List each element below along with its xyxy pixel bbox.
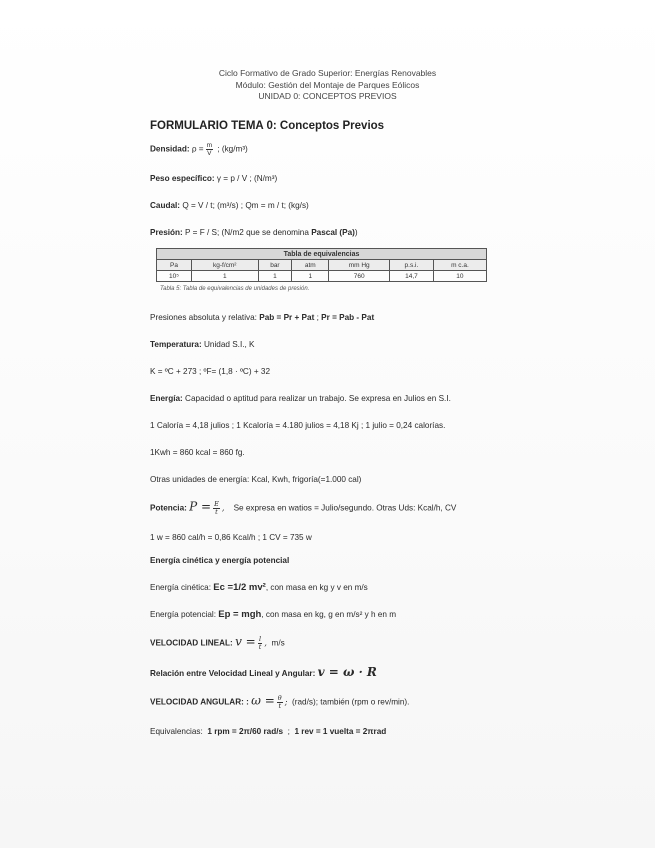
angular-velocity-line (150, 695, 510, 710)
table-cell: 10⁵ (157, 271, 192, 282)
table-cell: 760 (329, 271, 390, 282)
pressure-label: Presión: (150, 228, 183, 237)
pressure-line (150, 227, 510, 238)
table-header-row (157, 260, 487, 271)
density-lhs: ρ = (191, 144, 204, 154)
angular-velocity-numerator: θ (277, 694, 282, 702)
table-cell: 1 (191, 271, 258, 282)
power-label: Potencia: (150, 503, 187, 513)
table-caption: Tabla 5: Tabla de equivalencias de unidades de presión. (160, 286, 310, 292)
equivalence-table-block (150, 248, 510, 292)
specific-weight-formula: γ = p / V ; (N/m³) (216, 174, 278, 183)
kelvin-line: K = ºC + 273 ; ºF= (1,8 · ºC) + 32 (150, 367, 271, 376)
potential-energy-line (150, 609, 510, 620)
table-header-cell: mm Hg (329, 260, 390, 271)
table-header-cell: atm (292, 260, 329, 271)
table-header-cell: p.s.i. (390, 260, 434, 271)
rpm-equivalence: 1 rpm = 2π/60 rad/s (207, 727, 284, 736)
pressures-separator: ; (316, 313, 319, 322)
kinetic-energy-units: , con masa en kg y v en m/s (265, 583, 368, 592)
equivalence-table (156, 248, 487, 282)
table-row (157, 271, 487, 282)
pressures-line (150, 312, 510, 323)
rev-equivalence: 1 rev = 1 vuelta = 2πrad (294, 727, 387, 736)
kwh-line: 1Kwh = 860 kcal = 860 fg. (150, 448, 245, 457)
linear-velocity-fraction (258, 636, 263, 651)
energy-label: Energía: (150, 394, 183, 403)
kinetic-potential-title: Energía cinética y energía potencial (150, 556, 290, 565)
pressure-formula: P = F / S; (N/m2 que se denomina (185, 228, 309, 237)
watt-line: 1 w = 860 cal/h = 0,86 Kcal/h ; 1 CV = 735 w (150, 533, 312, 542)
header-course: Ciclo Formativo de Grado Superior: Energías Renovables (218, 68, 437, 78)
density-unit: ; (kg/m³) (217, 144, 248, 154)
table-cell: 1 (292, 271, 329, 282)
equivalences-separator: ; (287, 727, 290, 736)
linear-velocity-unit: m/s (271, 638, 285, 648)
pressure-unit-name: Pascal (Pa) (311, 228, 355, 237)
table-cell: 14,7 (390, 271, 434, 282)
linear-velocity-lhs: v = (235, 634, 256, 649)
pressures-label: Presiones absoluta y relativa: (150, 313, 257, 322)
angular-velocity-semicolon: ; (284, 696, 288, 707)
power-line (150, 501, 510, 516)
power-numerator: E (214, 500, 219, 508)
angular-velocity-lhs: ω = (251, 693, 275, 708)
relation-label: Relación entre Velocidad Lineal y Angular: (150, 669, 316, 678)
absolute-pressure-formula: Pab = Pr + Pat (259, 313, 315, 322)
linear-velocity-denominator: t (258, 643, 262, 651)
temperature-unit: Unidad S.I., K (204, 340, 255, 349)
density-line (150, 142, 510, 157)
power-fraction (213, 501, 220, 516)
power-comma: , (221, 502, 225, 513)
potential-energy-units: , con masa en kg, g en m/s² y h en m (261, 610, 397, 619)
relative-pressure-formula: Pr = Pab - Pat (321, 313, 375, 322)
header-unit: UNIDAD 0: CONCEPTOS PREVIOS (258, 91, 397, 101)
page-title: FORMULARIO TEMA 0: Conceptos Previos (150, 120, 385, 132)
flow-formula: Q = V / t; (m³/s) ; Qm = m / t; (kg/s) (182, 201, 309, 210)
table-cell: 10 (433, 271, 486, 282)
document-header (0, 68, 655, 103)
angular-velocity-denominator: t (278, 702, 282, 710)
linear-velocity-label: VELOCIDAD LINEAL: (150, 638, 233, 648)
specific-weight-line (150, 173, 510, 184)
kinetic-energy-formula: Ec =1/2 mv² (213, 582, 266, 593)
equivalences-line (150, 726, 510, 737)
density-denominator: V (207, 150, 212, 157)
power-lhs: P = (189, 499, 212, 514)
power-description: Se expresa en watios = Julio/segundo. Otras Uds: Kcal/h, CV (233, 503, 457, 513)
linear-velocity-line (150, 636, 510, 651)
temperature-label: Temperatura: (150, 340, 202, 349)
kinetic-energy-line (150, 582, 510, 593)
power-denominator: t (215, 508, 218, 516)
linear-velocity-comma: , (264, 637, 267, 648)
kinetic-energy-label: Energía cinética: (150, 583, 211, 592)
relation-line (150, 667, 510, 679)
angular-velocity-fraction (277, 695, 283, 710)
calorie-line: 1 Caloría = 4,18 julios ; 1 Kcaloría = 4.180 julios = 4,18 Kj ; 1 julio = 0,24 calorías. (150, 421, 446, 430)
linear-velocity-numerator: l (259, 635, 262, 643)
table-title: Tabla de equivalencias (157, 249, 487, 260)
density-fraction (206, 142, 213, 157)
potential-energy-formula: Ep = mgh (218, 609, 262, 620)
table-header-cell: m c.a. (433, 260, 486, 271)
angular-velocity-units: (rad/s); también (rpm o rev/min). (292, 697, 410, 707)
relation-formula: v = ω · R (317, 665, 377, 679)
formula-sheet (150, 120, 510, 737)
flow-line (150, 200, 510, 211)
density-label: Densidad: (150, 144, 190, 154)
pressure-close: ) (354, 228, 358, 237)
specific-weight-label: Peso específico: (150, 174, 215, 183)
density-numerator: m (206, 142, 213, 149)
angular-velocity-label: VELOCIDAD ANGULAR: : (150, 697, 249, 707)
energy-line (150, 393, 510, 404)
potential-energy-label: Energía potencial: (150, 610, 216, 619)
header-module: Módulo: Gestión del Montaje de Parques Eólicos (235, 79, 420, 90)
table-header-cell: kg-f/cm² (191, 260, 258, 271)
table-cell: 1 (258, 271, 292, 282)
other-energy-units-line: Otras unidades de energía: Kcal, Kwh, frigoría(=1.000 cal) (150, 475, 362, 484)
table-header-cell: Pa (157, 260, 192, 271)
temperature-line (150, 339, 510, 350)
flow-label: Caudal: (150, 201, 181, 210)
equivalences-label: Equivalencias: (150, 727, 203, 736)
table-header-cell: bar (258, 260, 292, 271)
energy-definition: Capacidad o aptitud para realizar un trabajo. Se expresa en Julios en S.I. (185, 394, 451, 403)
